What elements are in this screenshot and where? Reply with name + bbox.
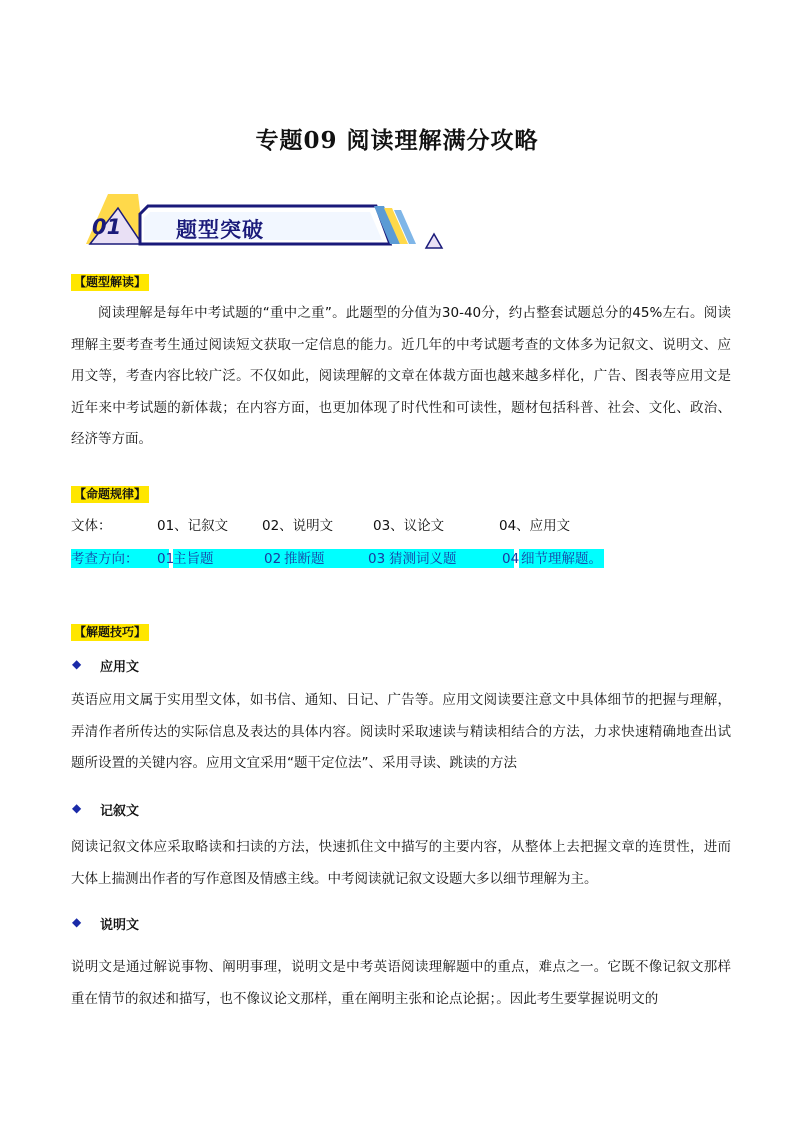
- diamond-bullet-icon: ◆: [72, 915, 82, 929]
- page-title: 专题09 阅读理解满分攻略: [255, 127, 539, 154]
- direction-num: 04: [502, 551, 520, 567]
- genre-item: 01、记叙文: [157, 518, 229, 534]
- direction-text: 推断题: [284, 551, 325, 567]
- direction-text: 主旨题: [173, 551, 214, 567]
- section-paragraph: 阅读理解是每年中考试题的“重中之重”。此题型的分值为30-40分，约占整套试题总分的45%左右。阅读理解主要考查考生通过阅读短文获取一定信息的能力。近几年的中考试题考查的文体多为记叙文、说明文、应用文等，考查内容比较广泛。不仅如此，阅读理解的文章在体裁方面也越来越多样化，广告、图表等应用文是近年来中考试题的新体裁；在内容方面，也更加体现了时代性和可读性，题材包括科普、社会、文化、政治、经济等方面。: [71, 305, 731, 447]
- subsection-paragraph: 说明文是通过解说事物、阐明事理，说明文是中考英语阅读理解题中的重点，难点之一。它既不像记叙文那样重在情节的叙述和描写，也不像议论文那样，重在阐明主张和论点论据；。因此考生要掌握说明文的: [71, 959, 731, 1007]
- direction-num: 02: [264, 551, 282, 567]
- subsection-paragraph: 阅读记叙文体应采取略读和扫读的方法，快速抓住文中描写的主要内容，从整体上去把握文章的连贯性，进而大体上揣测出作者的写作意图及情感主线。中考阅读就记叙文设题大多以细节理解为主。: [71, 839, 731, 887]
- genre-row: [71, 516, 631, 536]
- direction-row: [71, 549, 611, 569]
- diamond-bullet-icon: ◆: [72, 801, 82, 815]
- genre-item: 02、说明文: [262, 518, 334, 534]
- subsection-paragraph: 英语应用文属于实用型文体，如书信、通知、日记、广告等。应用文阅读要注意文中具体细节的把握与理解，弄清作者所传达的实际信息及表达的具体内容。阅读时采取速读与精读相结合的方法，力求快速精确地查出试题所设置的关键内容。应用文宜采用“题干定位法”、采用寻读、跳读的方法: [71, 692, 731, 771]
- diamond-bullet-icon: ◆: [72, 657, 82, 671]
- direction-num: 03: [368, 551, 386, 567]
- section-banner: [78, 186, 458, 256]
- section-label-question-type: 【题型解读】: [71, 274, 149, 291]
- banner-number: 01: [92, 215, 122, 239]
- direction-label: 考查方向：: [71, 551, 139, 567]
- subsection-title: 说明文: [100, 918, 140, 933]
- direction-text: 猜测词义题: [389, 551, 457, 567]
- genre-item: 03、议论文: [373, 518, 445, 534]
- direction-text: 细节理解题。: [521, 551, 602, 567]
- genre-item: 04、应用文: [499, 518, 571, 534]
- section-label-techniques: 【解题技巧】: [71, 624, 149, 641]
- subsection-title: 记叙文: [100, 804, 140, 819]
- subsection-title: 应用文: [100, 660, 140, 675]
- genre-label: 文体：: [71, 518, 112, 534]
- banner-title: 题型突破: [176, 218, 264, 242]
- direction-num: 01: [157, 551, 175, 567]
- section-label-rules: 【命题规律】: [71, 486, 149, 503]
